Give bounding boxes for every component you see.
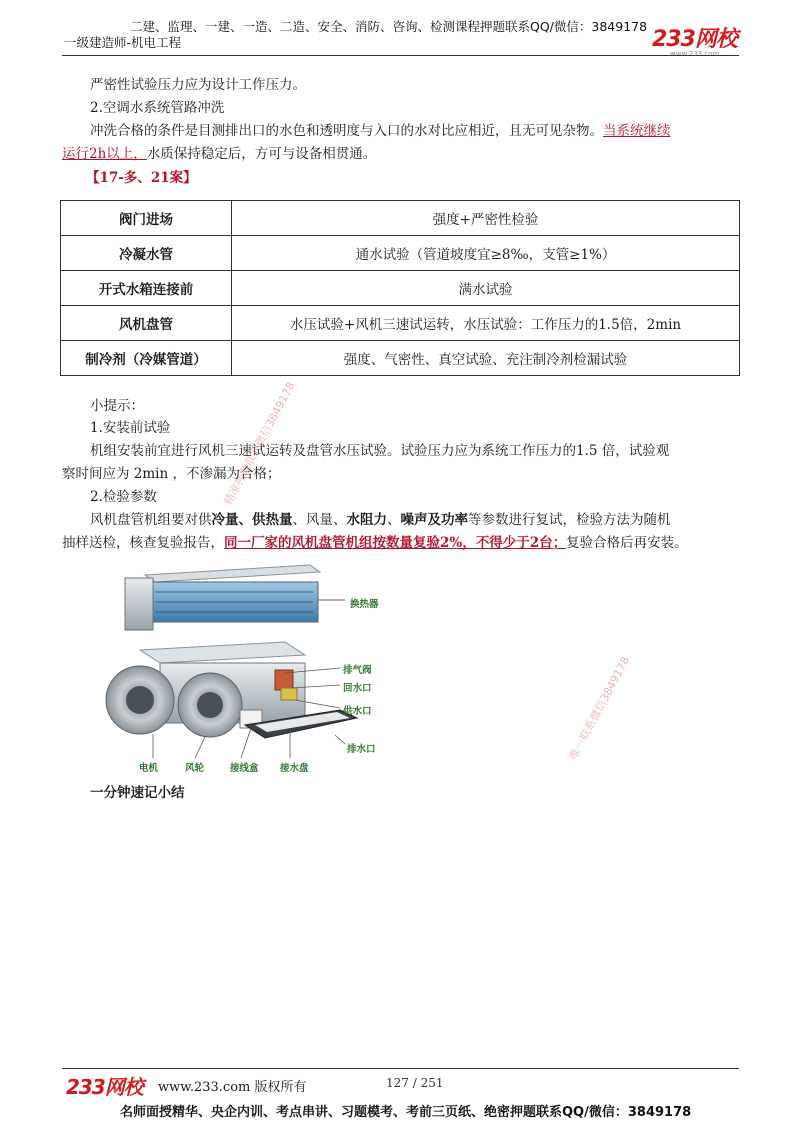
tips-section-2-para-2 bbox=[62, 532, 688, 554]
header-subtitle: 一级建造师-机电工程 bbox=[64, 35, 182, 50]
sampling-rule-emphasis: 同一厂家的风机盘管机组按数量复验2%，不得少于2台； bbox=[224, 535, 567, 551]
label-drain: 排水口 bbox=[347, 744, 376, 755]
body-line-1: 严密性试验压力应为设计工作压力。 bbox=[90, 77, 306, 93]
table-value: 强度、气密性、真空试验、充注制冷剂检漏试验 bbox=[232, 341, 740, 376]
header-divider bbox=[62, 55, 739, 56]
label-supply-water: 供水口 bbox=[343, 706, 372, 717]
brand-logo-text: 233网校 bbox=[652, 27, 737, 52]
table-key: 冷凝水管 bbox=[61, 236, 232, 271]
flush-tail-text: 水质保持稳定后，方可与设备相贯通。 bbox=[146, 146, 377, 162]
label-drip-tray: 接水盘 bbox=[280, 763, 309, 774]
table-value: 水压试验+风机三速试运转，水压试验：工作压力的1.5倍，2min bbox=[232, 306, 740, 341]
bold-run: 冷量、供热量 bbox=[211, 512, 293, 528]
label-return-water: 回水口 bbox=[343, 683, 372, 694]
label-motor: 电机 bbox=[139, 763, 159, 774]
text-run: 等参数进行复试，检验方法为随机 bbox=[468, 512, 671, 528]
header-top-line: 二建、监理、一建、一造、二造、安全、消防、咨询、检测课程押题联系QQ/微信：3849178 bbox=[130, 19, 648, 34]
exam-tag: 【17-多、21案】 bbox=[86, 170, 197, 186]
footer-logo: 233网校 bbox=[66, 1075, 143, 1099]
text-run: 、风量、 bbox=[292, 512, 347, 528]
flush-criteria-text: 冲洗合格的条件是目测排出口的水色和透明度与入口的水对比应相近，且无可见杂物。 bbox=[90, 123, 603, 139]
text-run: 风机盘管机组要对供 bbox=[90, 512, 212, 528]
table-value: 强度+严密性检验 bbox=[232, 201, 740, 236]
summary-title: 一分钟速记小结 bbox=[90, 785, 185, 801]
bold-run: 噪声及功率 bbox=[400, 512, 468, 528]
bold-run: 水阻力 bbox=[346, 512, 387, 528]
heat-exchanger-drawing bbox=[125, 565, 345, 630]
flush-emphasis-b: 运行2h以上， bbox=[62, 146, 147, 162]
watermark: 精准押题联系微信3849178 bbox=[221, 379, 298, 508]
text-run: 抽样送检，核查复验报告， bbox=[62, 535, 224, 551]
footer-contact-line: 名师面授精华、央企内训、考点串讲、习题模考、考前三页纸、绝密押题联系QQ/微信：3849178 bbox=[120, 1105, 692, 1120]
table-key: 风机盘管 bbox=[61, 306, 232, 341]
watermark: 唯一联系微信3849178 bbox=[566, 654, 633, 763]
table-row bbox=[61, 306, 740, 341]
text-run: 、 bbox=[387, 512, 401, 528]
body-line-3 bbox=[90, 120, 671, 142]
table-row bbox=[61, 271, 740, 306]
page-number: 127 / 251 bbox=[386, 1076, 444, 1090]
footer-copyright: www.233.com 版权所有 bbox=[158, 1080, 307, 1095]
table-key: 阀门进场 bbox=[61, 201, 232, 236]
table-value: 满水试验 bbox=[232, 271, 740, 306]
brand-logo bbox=[652, 22, 737, 58]
label-vent-valve: 排气阀 bbox=[343, 665, 372, 676]
fan-section-drawing bbox=[106, 642, 357, 738]
table-key: 制冷剂（冷媒管道） bbox=[61, 341, 232, 376]
tips-section-1-title: 1.安装前试验 bbox=[90, 420, 171, 436]
label-heat-exchanger: 换热器 bbox=[350, 599, 379, 610]
test-requirements-table bbox=[60, 200, 740, 376]
label-junction-box: 接线盒 bbox=[230, 763, 259, 774]
tips-section-1-para-2: 察时间应为 2min ，不渗漏为合格； bbox=[62, 466, 281, 482]
section-title-flush: 2.空调水系统管路冲洗 bbox=[90, 100, 225, 116]
label-fan-wheel: 风轮 bbox=[185, 763, 205, 774]
flush-emphasis-a: 当系统继续 bbox=[603, 123, 671, 139]
table-row bbox=[61, 236, 740, 271]
text-run: 复验合格后再安装。 bbox=[566, 535, 688, 551]
tips-section-1-para-1: 机组安装前宜进行风机三速试运转及盘管水压试验。试验压力应为系统工作压力的1.5 倍，试验观 bbox=[90, 443, 670, 459]
footer-divider bbox=[62, 1068, 739, 1069]
table-key: 开式水箱连接前 bbox=[61, 271, 232, 306]
table-value: 通水试验（管道坡度宜≥8‰，支管≥1%） bbox=[232, 236, 740, 271]
brand-logo-url: www.233.com bbox=[670, 50, 720, 58]
tips-title: 小提示： bbox=[90, 398, 144, 414]
body-line-4 bbox=[62, 143, 376, 165]
tips-section-2-title: 2.检验参数 bbox=[90, 489, 157, 505]
tips-section-2-para-1 bbox=[90, 509, 671, 531]
table-row bbox=[61, 341, 740, 376]
fan-coil-unit-figure bbox=[95, 560, 535, 775]
table-row bbox=[61, 201, 740, 236]
